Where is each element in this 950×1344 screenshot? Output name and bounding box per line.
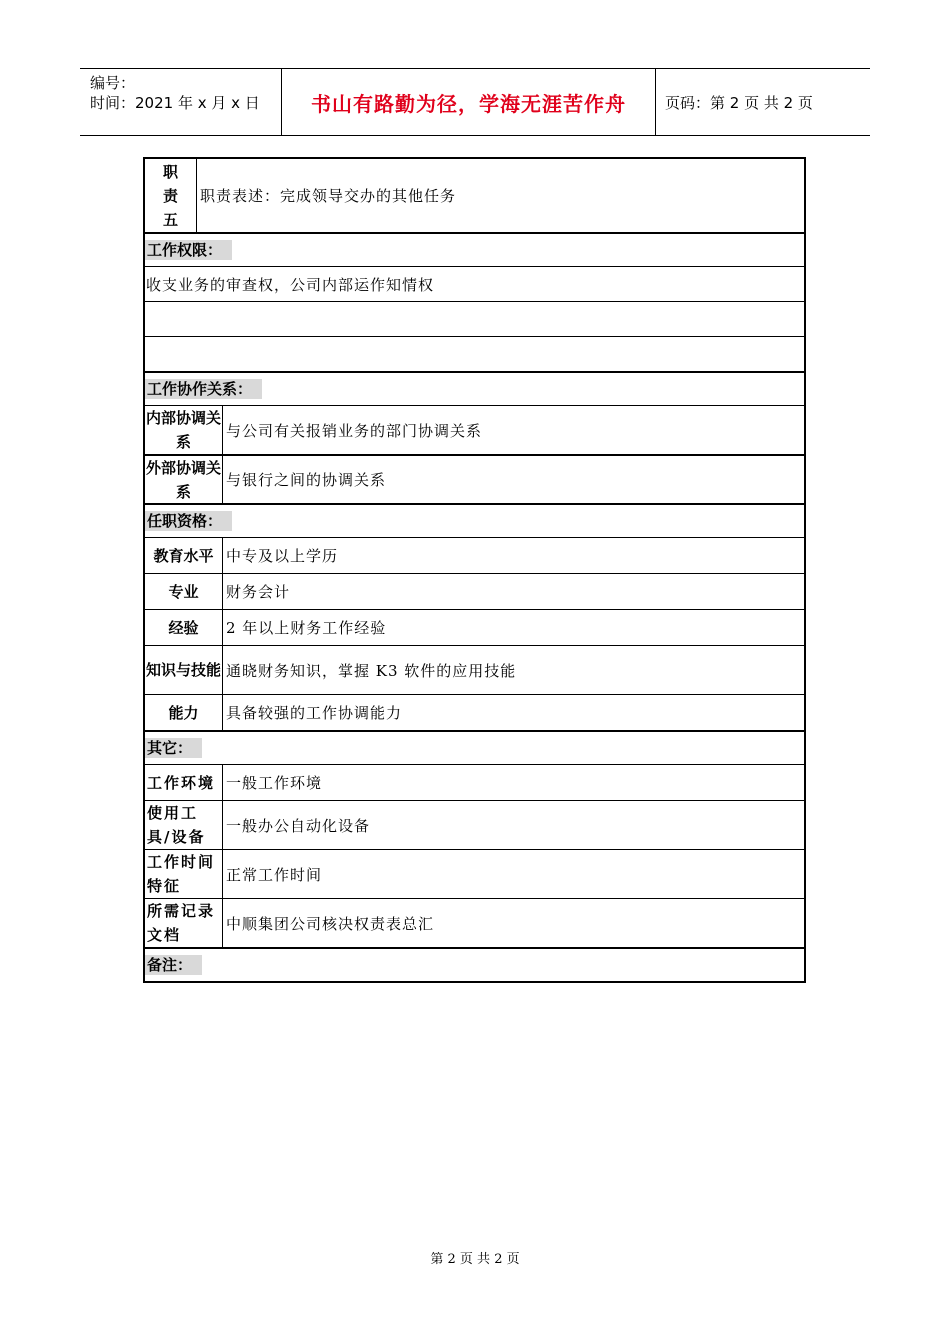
authority-row	[145, 301, 804, 336]
external-coordination-label: 外部协调关系	[145, 456, 223, 503]
cooperation-section-title	[145, 371, 804, 405]
authority-section-title	[145, 232, 804, 266]
qualification-section-title	[145, 503, 804, 537]
other-title: 其它：	[145, 738, 202, 758]
header-meta	[80, 69, 282, 135]
qualification-label: 经验	[145, 610, 223, 645]
qualification-title: 任职资格：	[145, 511, 232, 531]
other-label: 所需记录文档	[145, 899, 223, 947]
other-value: 中顺集团公司核决权责表总汇	[226, 914, 435, 933]
document-header	[80, 68, 870, 136]
remark-section-title	[145, 947, 804, 981]
other-label: 工作时间特征	[145, 850, 223, 898]
other-row	[145, 898, 804, 947]
qualification-row	[145, 694, 804, 730]
cooperation-title: 工作协作关系：	[145, 379, 262, 399]
qualification-label: 专业	[145, 574, 223, 609]
other-value: 正常工作时间	[226, 865, 323, 884]
remark-title: 备注：	[145, 955, 202, 975]
job-description-table	[143, 157, 806, 983]
qualification-value: 通晓财务知识，掌握 K3 软件的应用技能	[226, 661, 517, 680]
number-label: 编号：	[90, 74, 136, 92]
qualification-value: 具备较强的工作协调能力	[226, 704, 403, 722]
header-motto: 书山有路勤为径，学海无涯苦作舟	[282, 69, 656, 135]
external-coordination-value: 与银行之间的协调关系	[226, 471, 387, 489]
internal-coordination-label: 内部协调关系	[145, 406, 223, 454]
qualification-value: 2 年以上财务工作经验	[226, 619, 387, 637]
internal-coordination-value: 与公司有关报销业务的部门协调关系	[226, 421, 483, 440]
other-value: 一般工作环境	[226, 774, 323, 792]
time-label: 时间：2021 年 x 月 x 日	[90, 94, 260, 112]
qualification-value: 中专及以上学历	[226, 547, 339, 565]
qualification-label: 知识与技能	[145, 646, 223, 694]
header-page-info: 页码：第 2 页 共 2 页	[665, 93, 813, 112]
qualification-row	[145, 645, 804, 694]
other-section-title	[145, 730, 804, 764]
qualification-row	[145, 537, 804, 573]
other-label: 使用工具/设备	[145, 801, 223, 849]
duty-five-row	[145, 159, 804, 232]
duty-five-text: 职责表述：完成领导交办的其他任务	[200, 187, 457, 205]
internal-coordination-row	[145, 405, 804, 454]
authority-item: 收支业务的审查权，公司内部运作知情权	[146, 275, 435, 294]
qualification-value: 财务会计	[226, 583, 291, 601]
qualification-row	[145, 609, 804, 645]
other-row	[145, 800, 804, 849]
duty-five-label: 职 责 五	[145, 159, 197, 232]
other-row	[145, 764, 804, 800]
other-label: 工作环境	[145, 765, 223, 800]
other-value: 一般办公自动化设备	[226, 816, 371, 835]
qualification-label: 能力	[145, 695, 223, 730]
page-footer: 第 2 页 共 2 页	[430, 1252, 520, 1267]
authority-row	[145, 336, 804, 371]
qualification-label: 教育水平	[145, 538, 223, 573]
qualification-row	[145, 573, 804, 609]
authority-title: 工作权限：	[145, 240, 232, 260]
other-row	[145, 849, 804, 898]
external-coordination-row	[145, 454, 804, 503]
authority-row	[145, 266, 804, 301]
